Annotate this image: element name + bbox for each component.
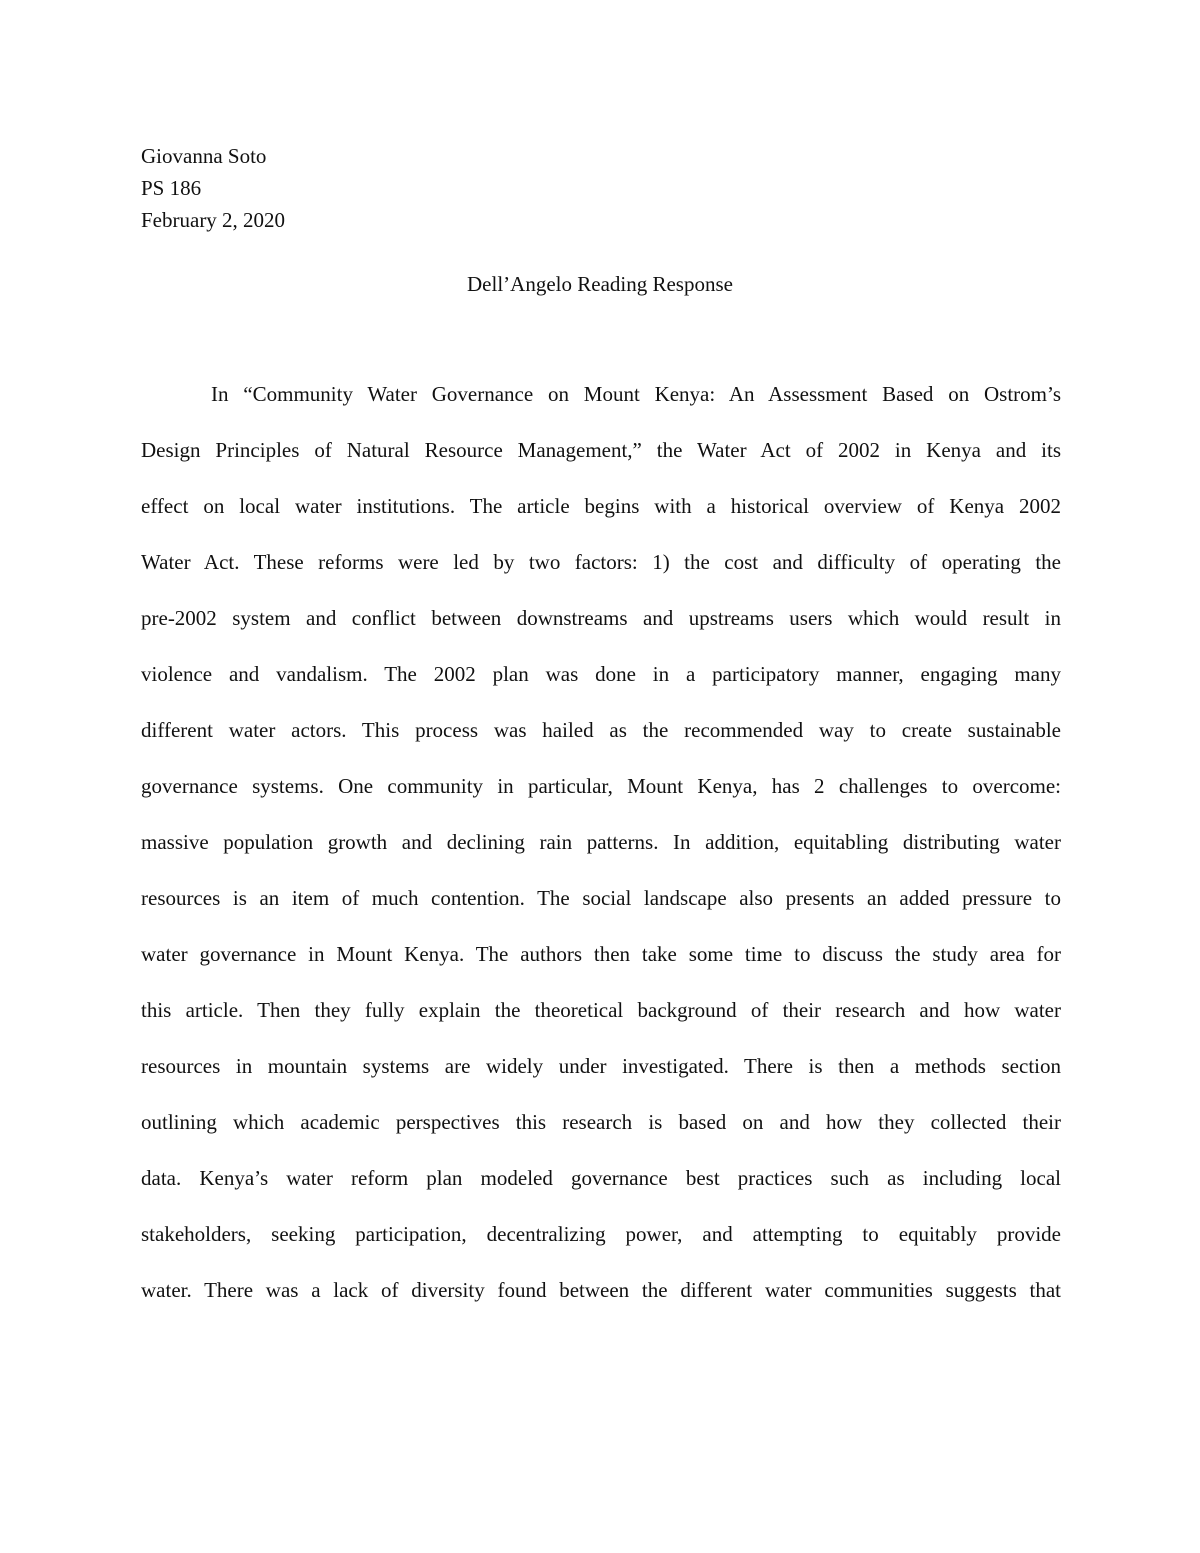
paragraph-line: Water Act. These reforms were led by two factors: 1) the cost and difficulty of operating the [141,550,1061,574]
header-block [141,140,285,236]
paragraph-line: different water actors. This process was hailed as the recommended way to create sustainable [141,718,1061,742]
paragraph-line: violence and vandalism. The 2002 plan was done in a participatory manner, engaging many [141,662,1061,686]
paragraph-line: this article. Then they fully explain the theoretical background of their research and how water [141,998,1061,1022]
paragraph-line: water governance in Mount Kenya. The authors then take some time to discuss the study area for [141,942,1061,966]
course-code: PS 186 [141,176,202,200]
paragraph-line: effect on local water institutions. The article begins with a historical overview of Kenya 2002 [141,494,1061,518]
paragraph-line: pre-2002 system and conflict between downstreams and upstreams users which would result in [141,606,1061,630]
paragraph-line: resources in mountain systems are widely under investigated. There is then a methods section [141,1054,1061,1078]
paragraph-line: outlining which academic perspectives this research is based on and how they collected their [141,1110,1061,1134]
document-date: February 2, 2020 [141,208,286,232]
author-name: Giovanna Soto [141,144,267,168]
paragraph-line: massive population growth and declining rain patterns. In addition, equitabling distributing water [141,830,1061,854]
paragraph-line: In “Community Water Governance on Mount Kenya: An Assessment Based on Ostrom’s [211,382,1061,406]
paragraph-line: governance systems. One community in particular, Mount Kenya, has 2 challenges to overcome: [141,774,1061,798]
paragraph-line: water. There was a lack of diversity found between the different water communities suggests that [141,1278,1061,1302]
body-paragraph [141,366,1061,1318]
paragraph-line: resources is an item of much contention. The social landscape also presents an added pressure to [141,886,1061,910]
document-title: Dell’Angelo Reading Response [467,272,733,296]
paragraph-line: Design Principles of Natural Resource Management,” the Water Act of 2002 in Kenya and its [141,438,1061,462]
paragraph-line: stakeholders, seeking participation, decentralizing power, and attempting to equitably provide [141,1222,1061,1246]
paragraph-line: data. Kenya’s water reform plan modeled governance best practices such as including local [141,1166,1061,1190]
